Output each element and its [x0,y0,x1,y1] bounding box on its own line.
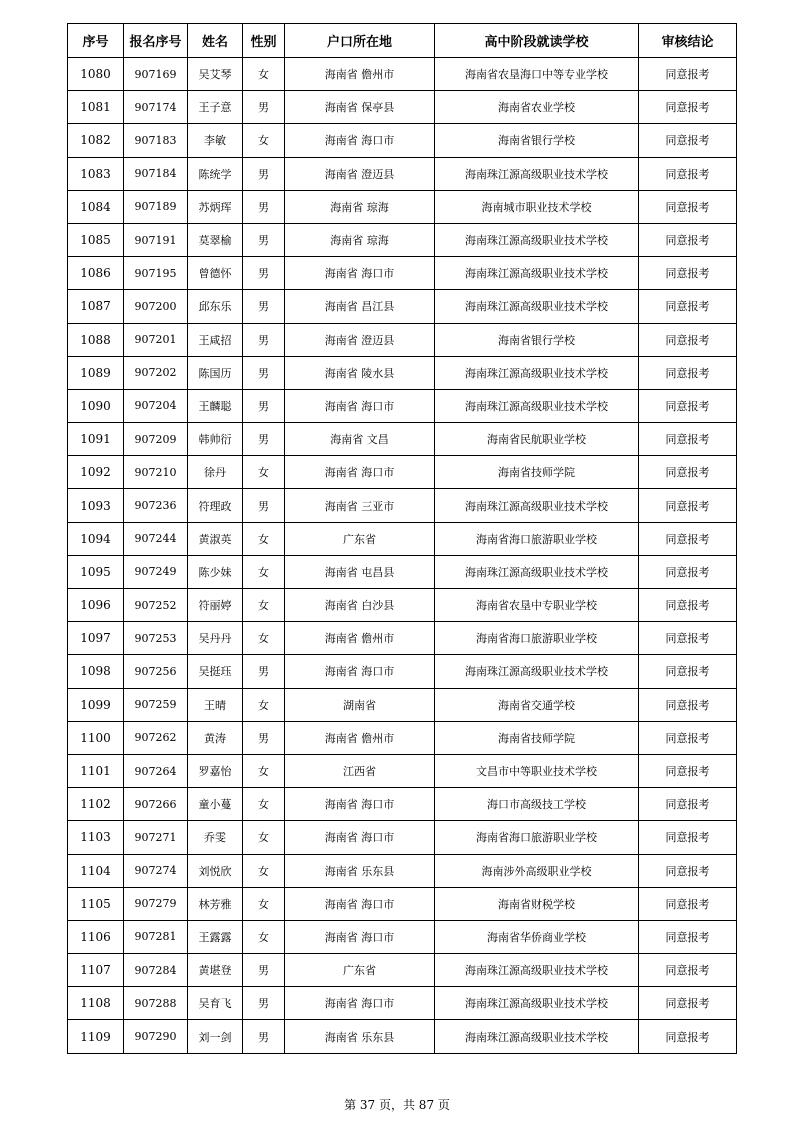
cell-seq: 1100 [68,721,124,754]
cell-gender: 女 [243,622,285,655]
cell-high-school: 海南珠江源高级职业技术学校 [435,257,639,290]
cell-name: 刘一剑 [188,1020,243,1053]
cell-household-location: 海南省 白沙县 [285,589,435,622]
cell-review-result: 同意报考 [639,954,737,987]
table-row [68,489,737,522]
cell-name: 陈少妹 [188,555,243,588]
cell-seq: 1082 [68,124,124,157]
table-row [68,754,737,787]
cell-name: 黄堪登 [188,954,243,987]
table-row [68,589,737,622]
cell-gender: 男 [243,223,285,256]
cell-name: 黄淑英 [188,522,243,555]
cell-seq: 1088 [68,323,124,356]
cell-seq: 1089 [68,356,124,389]
cell-registration-number: 907174 [124,91,188,124]
cell-review-result: 同意报考 [639,356,737,389]
cell-household-location: 海南省 海口市 [285,987,435,1020]
table-row [68,655,737,688]
table-row [68,555,737,588]
cell-review-result: 同意报考 [639,589,737,622]
cell-household-location: 海南省 海口市 [285,788,435,821]
cell-seq: 1091 [68,423,124,456]
cell-gender: 男 [243,489,285,522]
cell-name: 王咸招 [188,323,243,356]
cell-name: 莫翠榆 [188,223,243,256]
cell-review-result: 同意报考 [639,257,737,290]
cell-review-result: 同意报考 [639,423,737,456]
cell-seq: 1099 [68,688,124,721]
cell-household-location: 海南省 儋州市 [285,622,435,655]
cell-household-location: 海南省 海口市 [285,257,435,290]
cell-gender: 男 [243,987,285,1020]
cell-name: 刘悦欣 [188,854,243,887]
cell-high-school: 海南珠江源高级职业技术学校 [435,987,639,1020]
cell-name: 吴挺珏 [188,655,243,688]
cell-gender: 女 [243,920,285,953]
cell-review-result: 同意报考 [639,555,737,588]
table-row [68,887,737,920]
cell-household-location: 海南省 海口市 [285,821,435,854]
cell-gender: 男 [243,954,285,987]
cell-name: 李敏 [188,124,243,157]
cell-name: 乔雯 [188,821,243,854]
cell-gender: 男 [243,721,285,754]
cell-review-result: 同意报考 [639,754,737,787]
cell-registration-number: 907266 [124,788,188,821]
cell-registration-number: 907244 [124,522,188,555]
table-row [68,223,737,256]
cell-gender: 女 [243,589,285,622]
cell-household-location: 海南省 海口市 [285,456,435,489]
cell-gender: 女 [243,688,285,721]
cell-registration-number: 907200 [124,290,188,323]
cell-gender: 男 [243,423,285,456]
header-high-school: 高中阶段就读学校 [435,24,639,58]
cell-gender: 女 [243,788,285,821]
cell-registration-number: 907284 [124,954,188,987]
cell-high-school: 海南省技师学院 [435,721,639,754]
cell-household-location: 湖南省 [285,688,435,721]
applicant-review-table [67,23,737,1054]
cell-registration-number: 907236 [124,489,188,522]
cell-seq: 1096 [68,589,124,622]
cell-name: 韩帅衍 [188,423,243,456]
cell-review-result: 同意报考 [639,688,737,721]
cell-registration-number: 907183 [124,124,188,157]
cell-high-school: 海口市高级技工学校 [435,788,639,821]
cell-gender: 女 [243,58,285,91]
cell-gender: 女 [243,887,285,920]
cell-household-location: 海南省 海口市 [285,389,435,422]
table-row [68,987,737,1020]
table-row [68,58,737,91]
cell-high-school: 海南珠江源高级职业技术学校 [435,555,639,588]
cell-review-result: 同意报考 [639,1020,737,1053]
cell-high-school: 海南省民航职业学校 [435,423,639,456]
table-row [68,157,737,190]
table-row [68,456,737,489]
cell-review-result: 同意报考 [639,987,737,1020]
cell-review-result: 同意报考 [639,655,737,688]
table-row [68,91,737,124]
cell-household-location: 海南省 乐东县 [285,1020,435,1053]
cell-household-location: 海南省 屯昌县 [285,555,435,588]
cell-seq: 1108 [68,987,124,1020]
cell-household-location: 海南省 海口市 [285,655,435,688]
cell-review-result: 同意报考 [639,489,737,522]
cell-name: 曾德怀 [188,257,243,290]
table-row [68,522,737,555]
cell-seq: 1101 [68,754,124,787]
cell-seq: 1086 [68,257,124,290]
table-row [68,356,737,389]
cell-high-school: 海南珠江源高级职业技术学校 [435,157,639,190]
cell-seq: 1087 [68,290,124,323]
cell-review-result: 同意报考 [639,622,737,655]
cell-gender: 男 [243,190,285,223]
cell-gender: 男 [243,157,285,190]
cell-high-school: 海南珠江源高级职业技术学校 [435,489,639,522]
cell-registration-number: 907279 [124,887,188,920]
table-row [68,854,737,887]
table-row [68,788,737,821]
table-body [68,58,737,1054]
cell-household-location: 海南省 琼海 [285,190,435,223]
cell-gender: 女 [243,854,285,887]
cell-seq: 1103 [68,821,124,854]
cell-seq: 1105 [68,887,124,920]
cell-high-school: 海南珠江源高级职业技术学校 [435,389,639,422]
cell-gender: 男 [243,655,285,688]
cell-name: 吴育飞 [188,987,243,1020]
cell-gender: 女 [243,821,285,854]
cell-seq: 1102 [68,788,124,821]
cell-high-school: 海南珠江源高级职业技术学校 [435,655,639,688]
cell-high-school: 海南珠江源高级职业技术学校 [435,223,639,256]
cell-gender: 女 [243,522,285,555]
cell-household-location: 海南省 海口市 [285,920,435,953]
cell-high-school: 海南省华侨商业学校 [435,920,639,953]
cell-household-location: 广东省 [285,954,435,987]
cell-seq: 1109 [68,1020,124,1053]
header-name: 姓名 [188,24,243,58]
cell-seq: 1106 [68,920,124,953]
cell-registration-number: 907169 [124,58,188,91]
cell-review-result: 同意报考 [639,389,737,422]
cell-registration-number: 907259 [124,688,188,721]
cell-registration-number: 907184 [124,157,188,190]
cell-review-result: 同意报考 [639,920,737,953]
cell-registration-number: 907264 [124,754,188,787]
cell-gender: 女 [243,555,285,588]
cell-high-school: 文昌市中等职业技术学校 [435,754,639,787]
cell-high-school: 海南省海口旅游职业学校 [435,821,639,854]
cell-review-result: 同意报考 [639,190,737,223]
cell-name: 王麟聪 [188,389,243,422]
cell-registration-number: 907201 [124,323,188,356]
cell-seq: 1104 [68,854,124,887]
table-row [68,1020,737,1053]
cell-seq: 1083 [68,157,124,190]
cell-seq: 1094 [68,522,124,555]
cell-review-result: 同意报考 [639,124,737,157]
cell-household-location: 海南省 海口市 [285,124,435,157]
cell-household-location: 海南省 乐东县 [285,854,435,887]
cell-registration-number: 907252 [124,589,188,622]
cell-registration-number: 907281 [124,920,188,953]
cell-high-school: 海南珠江源高级职业技术学校 [435,954,639,987]
cell-name: 陈统学 [188,157,243,190]
cell-name: 陈国历 [188,356,243,389]
header-seq: 序号 [68,24,124,58]
cell-seq: 1107 [68,954,124,987]
cell-review-result: 同意报考 [639,58,737,91]
cell-high-school: 海南珠江源高级职业技术学校 [435,1020,639,1053]
cell-name: 林芳雅 [188,887,243,920]
cell-name: 苏炳珲 [188,190,243,223]
cell-name: 吴丹丹 [188,622,243,655]
cell-high-school: 海南省农垦中专职业学校 [435,589,639,622]
cell-household-location: 海南省 陵水县 [285,356,435,389]
cell-seq: 1095 [68,555,124,588]
cell-high-school: 海南省财税学校 [435,887,639,920]
table-row [68,124,737,157]
cell-registration-number: 907189 [124,190,188,223]
header-row [68,24,737,58]
cell-high-school: 海南省海口旅游职业学校 [435,522,639,555]
cell-review-result: 同意报考 [639,721,737,754]
cell-seq: 1085 [68,223,124,256]
table-row [68,423,737,456]
header-household-location: 户口所在地 [285,24,435,58]
cell-review-result: 同意报考 [639,290,737,323]
cell-gender: 男 [243,356,285,389]
cell-high-school: 海南省农垦海口中等专业学校 [435,58,639,91]
cell-high-school: 海南涉外高级职业学校 [435,854,639,887]
cell-name: 黄涛 [188,721,243,754]
cell-household-location: 海南省 琼海 [285,223,435,256]
cell-gender: 男 [243,323,285,356]
table-row [68,190,737,223]
cell-registration-number: 907249 [124,555,188,588]
table-row [68,920,737,953]
cell-review-result: 同意报考 [639,887,737,920]
cell-name: 童小蔓 [188,788,243,821]
cell-seq: 1098 [68,655,124,688]
cell-gender: 男 [243,389,285,422]
cell-review-result: 同意报考 [639,522,737,555]
cell-review-result: 同意报考 [639,854,737,887]
cell-household-location: 海南省 文昌 [285,423,435,456]
cell-seq: 1080 [68,58,124,91]
cell-registration-number: 907191 [124,223,188,256]
cell-review-result: 同意报考 [639,456,737,489]
table-row [68,721,737,754]
table-row [68,257,737,290]
cell-review-result: 同意报考 [639,91,737,124]
cell-name: 吴艾琴 [188,58,243,91]
cell-high-school: 海南省农业学校 [435,91,639,124]
cell-gender: 女 [243,456,285,489]
table-row [68,954,737,987]
table-row [68,821,737,854]
cell-registration-number: 907290 [124,1020,188,1053]
cell-household-location: 海南省 海口市 [285,887,435,920]
table-row [68,389,737,422]
cell-review-result: 同意报考 [639,788,737,821]
cell-registration-number: 907288 [124,987,188,1020]
cell-name: 邱东乐 [188,290,243,323]
cell-high-school: 海南城市职业技术学校 [435,190,639,223]
table-row [68,323,737,356]
cell-name: 王子意 [188,91,243,124]
cell-household-location: 海南省 保亭县 [285,91,435,124]
cell-name: 王露露 [188,920,243,953]
cell-high-school: 海南省技师学院 [435,456,639,489]
cell-registration-number: 907204 [124,389,188,422]
cell-high-school: 海南省交通学校 [435,688,639,721]
cell-registration-number: 907256 [124,655,188,688]
cell-high-school: 海南省银行学校 [435,323,639,356]
cell-seq: 1092 [68,456,124,489]
cell-gender: 女 [243,124,285,157]
cell-name: 徐丹 [188,456,243,489]
cell-registration-number: 907274 [124,854,188,887]
cell-registration-number: 907202 [124,356,188,389]
cell-review-result: 同意报考 [639,223,737,256]
cell-seq: 1093 [68,489,124,522]
table-header [68,24,737,58]
header-review-result: 审核结论 [639,24,737,58]
cell-household-location: 海南省 澄迈县 [285,323,435,356]
cell-seq: 1090 [68,389,124,422]
cell-registration-number: 907209 [124,423,188,456]
cell-gender: 男 [243,91,285,124]
header-gender: 性别 [243,24,285,58]
cell-gender: 男 [243,290,285,323]
cell-high-school: 海南珠江源高级职业技术学校 [435,290,639,323]
cell-seq: 1081 [68,91,124,124]
cell-review-result: 同意报考 [639,157,737,190]
page-footer: 第 37 页，共 87 页 [344,1098,450,1112]
cell-registration-number: 907262 [124,721,188,754]
cell-name: 符丽婷 [188,589,243,622]
cell-gender: 男 [243,257,285,290]
cell-gender: 女 [243,754,285,787]
cell-review-result: 同意报考 [639,821,737,854]
cell-name: 罗嘉怡 [188,754,243,787]
table-row [68,622,737,655]
header-registration-number: 报名序号 [124,24,188,58]
applicant-review-table-container [67,23,736,1054]
cell-household-location: 江西省 [285,754,435,787]
cell-household-location: 海南省 儋州市 [285,58,435,91]
cell-household-location: 海南省 澄迈县 [285,157,435,190]
cell-review-result: 同意报考 [639,323,737,356]
cell-seq: 1084 [68,190,124,223]
table-row [68,688,737,721]
cell-registration-number: 907210 [124,456,188,489]
cell-household-location: 海南省 三亚市 [285,489,435,522]
cell-high-school: 海南珠江源高级职业技术学校 [435,356,639,389]
cell-high-school: 海南省银行学校 [435,124,639,157]
cell-gender: 男 [243,1020,285,1053]
cell-seq: 1097 [68,622,124,655]
cell-registration-number: 907253 [124,622,188,655]
cell-household-location: 广东省 [285,522,435,555]
cell-household-location: 海南省 儋州市 [285,721,435,754]
cell-household-location: 海南省 昌江县 [285,290,435,323]
cell-registration-number: 907195 [124,257,188,290]
cell-registration-number: 907271 [124,821,188,854]
table-row [68,290,737,323]
cell-high-school: 海南省海口旅游职业学校 [435,622,639,655]
cell-name: 符理政 [188,489,243,522]
cell-name: 王晴 [188,688,243,721]
